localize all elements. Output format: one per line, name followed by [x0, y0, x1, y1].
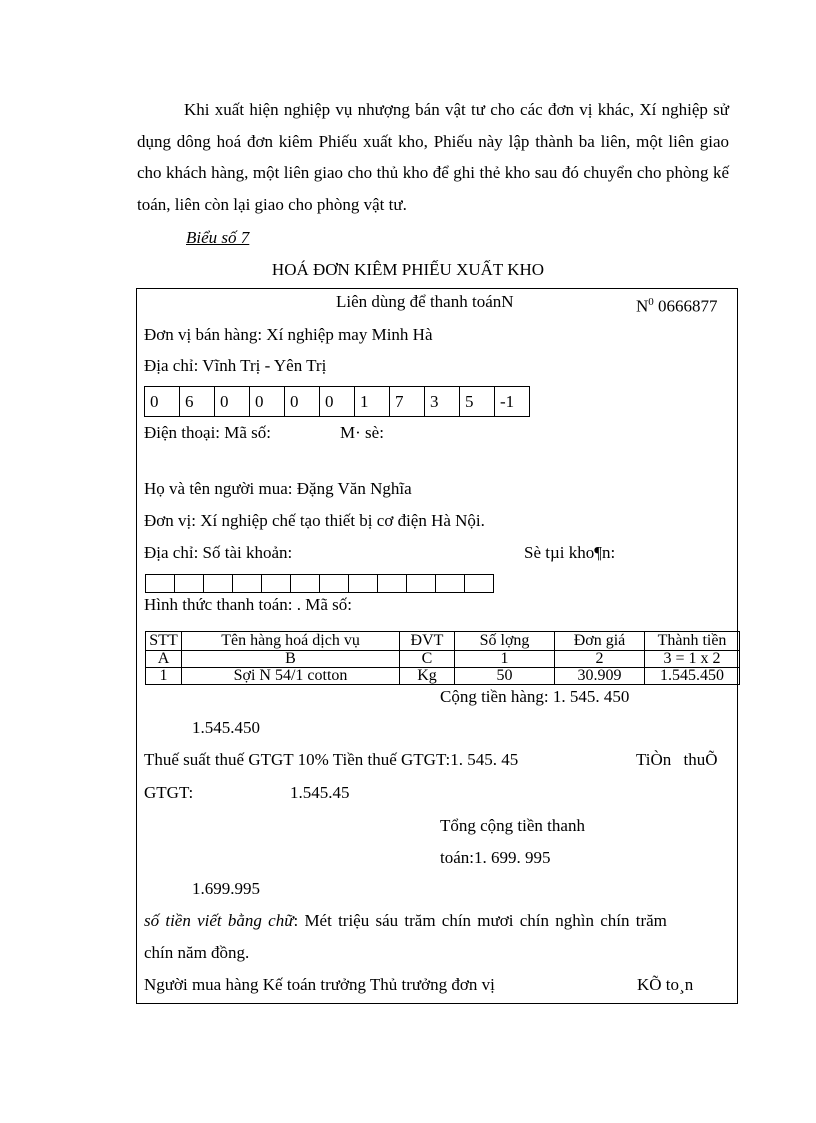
total-value: 1.699.995	[192, 879, 260, 898]
header-cell: Số lợng	[455, 632, 555, 651]
account-boxes	[145, 574, 494, 593]
code-cell: 2	[555, 651, 645, 668]
header-cell: Đơn giá	[555, 632, 645, 651]
tax-digit: 5	[460, 387, 495, 417]
header-cell: Tên hàng hoá dịch vụ	[182, 632, 400, 651]
table-header-row	[146, 632, 740, 651]
code-cell: A	[146, 651, 182, 668]
row-cell: 1.545.450	[645, 668, 740, 685]
row-cell: 30.909	[555, 668, 645, 685]
subtotal-label: Cộng tiền hàng: 1. 545. 450	[440, 687, 630, 706]
code-cell: 1	[455, 651, 555, 668]
phone-code-garbled: M· sè:	[340, 423, 384, 442]
number-prefix: N	[636, 296, 649, 316]
header-cell: Thành tiền	[645, 632, 740, 651]
tax-digit: -1	[495, 387, 530, 417]
code-cell: B	[182, 651, 400, 668]
intro-paragraph: Khi xuất hiện nghiệp vụ nhượng bán vật tư cho các đơn vị khác, Xí nghiệp sử dụng dông hoá đơn kiêm Phiếu xuất kho, Phiếu này lập thành ba liên, một liên giao cho khách hàng, một liên giao cho thủ kho để ghi thẻ kho sau đó chuyển cho phòng kế toán, liên còn lại giao cho phòng vật tư.	[137, 100, 729, 214]
table-row	[146, 668, 740, 685]
vat-label: GTGT:	[144, 783, 194, 802]
vat-line: Thuế suất thuế GTGT 10% Tiền thuế GTGT:1. 545. 45	[144, 750, 519, 769]
document-title: HOÁ ĐƠN KIÊM PHIẾU XUẤT KHO	[271, 260, 545, 279]
code-cell: 3 = 1 x 2	[645, 651, 740, 668]
vat-value: 1.545.45	[290, 783, 350, 802]
signatures-line: Người mua hàng Kế toán trưởng Thủ trưởng đơn vị	[144, 975, 495, 994]
payment-method: Hình thức thanh toán: . Mã số:	[144, 595, 352, 614]
row-cell: Sợi N 54/1 cotton	[182, 668, 400, 685]
tax-digit: 0	[285, 387, 320, 417]
subtotal-value: 1.545.450	[192, 718, 260, 737]
amount-in-words	[144, 911, 667, 931]
tax-digit: 0	[215, 387, 250, 417]
row-cell: 1	[146, 668, 182, 685]
phone-line: Điện thoại: Mã số:	[144, 423, 272, 442]
tax-code-boxes	[144, 386, 530, 417]
seller-address: Địa chỉ: Vĩnh Trị - Yên Trị	[144, 356, 327, 375]
words-text: : Mét triệu sáu trăm chín mươi chín nghìn chín trăm	[293, 911, 667, 930]
tax-digit: 0	[320, 387, 355, 417]
buyer-name: Họ và tên người mua: Đặng Văn Nghĩa	[144, 479, 412, 498]
tax-digit: 6	[180, 387, 215, 417]
tax-digit: 7	[390, 387, 425, 417]
tax-digit: 0	[250, 387, 285, 417]
table-code-row	[146, 651, 740, 668]
signature-accountant: KÕ to¸n	[637, 975, 694, 994]
number-value: 0666877	[658, 296, 718, 316]
total-line-2: toán:1. 699. 995	[440, 848, 551, 867]
words-continuation: chín năm đồng.	[144, 943, 250, 962]
buyer-unit: Đơn vị: Xí nghiệp chế tạo thiết bị cơ điện Hà Nội.	[144, 511, 485, 530]
account-label: Sè tµi kho¶n:	[524, 543, 616, 562]
vat-garbled: TiÒn thuÕ	[636, 750, 718, 769]
table-caption: Biểu số 7	[186, 228, 250, 247]
header-cell: STT	[146, 632, 182, 651]
tax-digit: 1	[355, 387, 390, 417]
tax-digit: 0	[145, 387, 180, 417]
words-label: số tiền viết bằng chữ	[144, 911, 294, 930]
code-cell: C	[400, 651, 455, 668]
row-cell: 50	[455, 668, 555, 685]
lien-label: Liên dùng để thanh toánN	[336, 292, 514, 311]
number-sup: 0	[648, 296, 654, 308]
total-line-1: Tổng cộng tiền thanh	[440, 816, 585, 835]
header-cell: ĐVT	[400, 632, 455, 651]
buyer-address: Địa chỉ: Số tài khoản:	[144, 543, 293, 562]
tax-digit: 3	[425, 387, 460, 417]
row-cell: Kg	[400, 668, 455, 685]
seller-line: Đơn vị bán hàng: Xí nghiệp may Minh Hà	[144, 325, 433, 344]
invoice-number	[636, 292, 718, 317]
items-table	[145, 631, 740, 685]
